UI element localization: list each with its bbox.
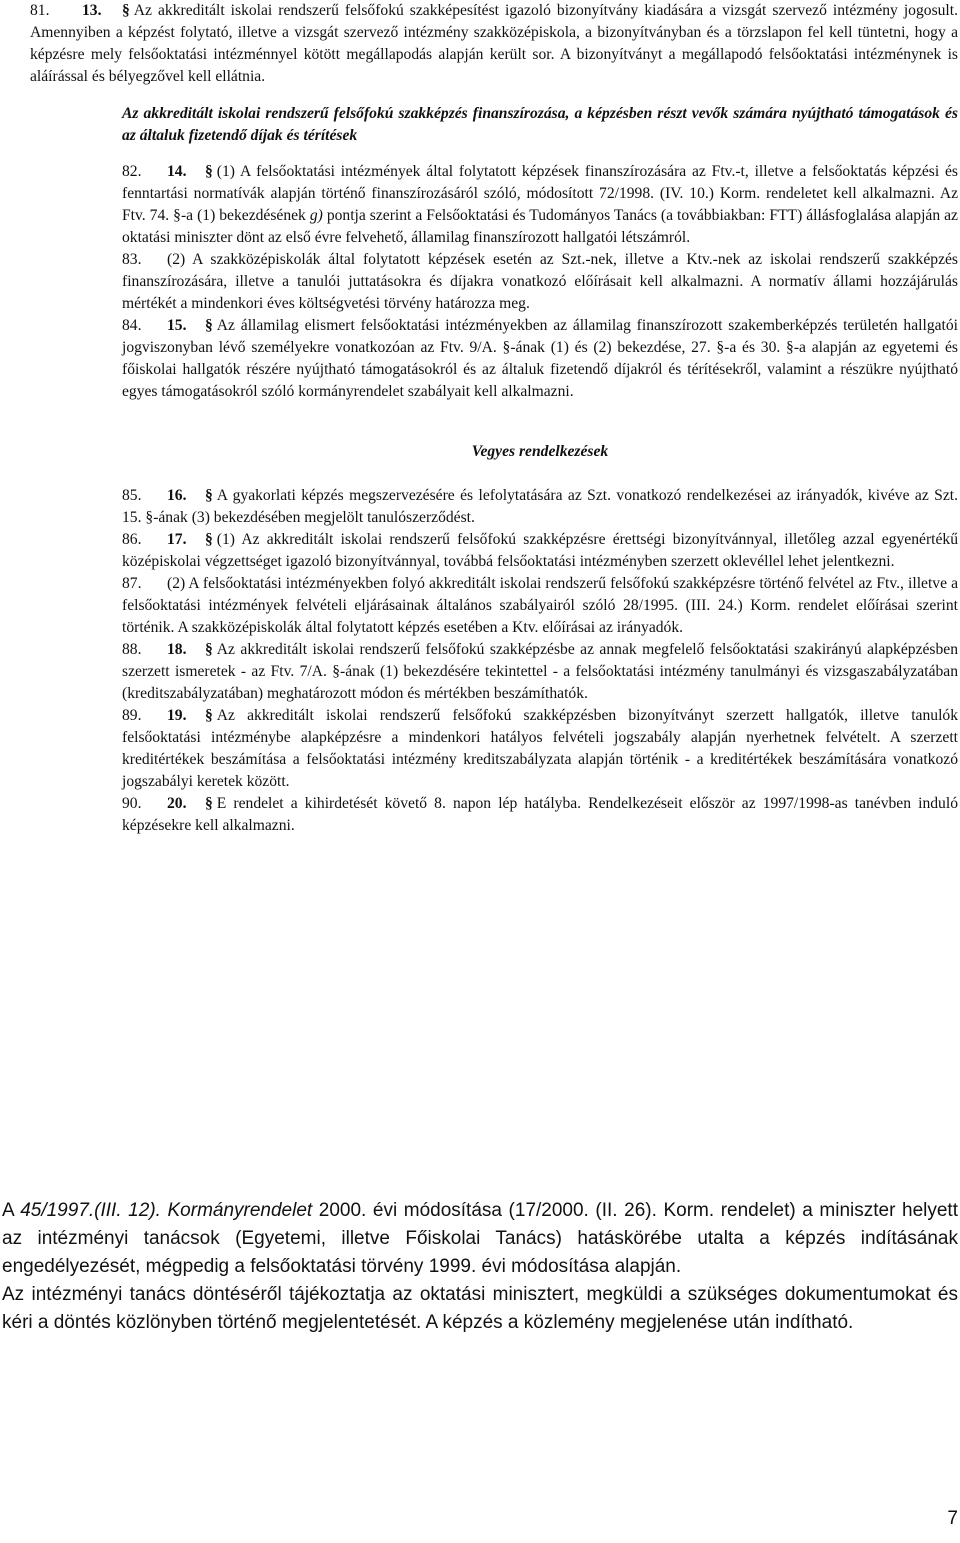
paragraph-text: Az akkreditált iskolai rendszerű felsőfokú szakképzésben bizonyítványt szerzett hallgatók, illetve tanulók felsőoktatási intézménybe alapképzésre a mindenkori hatályos felvételi jogszabály alapján nyerhetnek felvételt. A szerzett kreditértékek beszámítása a felsőoktatási intézmény kreditszabályzata alapján történik - a kreditértékek beszámítására vonatkozó jogszabályi keretek között.: [122, 707, 958, 790]
section-sign: §: [205, 317, 213, 334]
paragraph-81: [30, 0, 958, 88]
paragraph-text: (1) A felsőoktatási intézmények által folytatott képzések finanszírozására az Ftv.-t, illetve a felsőoktatás képzési és fenntartási normatívák alapján történő finanszírozásáról szóló, módosított 72/1998. (IV. 10.) Korm. rendeletet kell alkalmazni. Az Ftv. 74. §-a (1) bekezdésének: [122, 163, 958, 224]
paragraph-83: [122, 249, 958, 315]
page-number: 7: [947, 1508, 958, 1529]
section-sign: §: [205, 707, 213, 724]
paragraph-number: 87.: [122, 575, 142, 592]
article-number: 18.: [167, 641, 187, 658]
paragraph-text: (2) A szakközépiskolák által folytatott képzések esetén az Szt.-nek, illetve a Ktv.-nek az iskolai rendszerű szakképzés finanszírozására, illetve a tanulói juttatásokra és díjakra vonatkozó előírásait kell alkalmazni. A normatív állami hozzájárulás mértékét a mindenkori éves költségvetési törvény határozza meg.: [122, 251, 958, 312]
paragraph-text: Az akkreditált iskolai rendszerű felsőfokú szakképzésbe az annak megfelelő felsőoktatási szakirányú alapképzésben szerzett ismeretek - az Ftv. 7/A. §-ának (1) bekezdésére tekintettel - a felsőoktatási intézmény tanulmányi és vizsgaszabályzatában (kreditszabályzatában) meghatározott módon és mértékben beszámíthatók.: [122, 641, 958, 702]
paragraph-text: A gyakorlati képzés megszervezésére és lefolytatására az Szt. vonatkozó rendelkezései az irányadók, kivéve az Szt. 15. §-ának (3) bekezdésében megjelölt tanulószerződést.: [122, 487, 958, 526]
section-heading-financing: Az akkreditált iskolai rendszerű felsőfokú szakképzés finanszírozása, a képzésben részt vevők számára nyújtható támogatások és az általuk fizetendő díjak és térítések: [122, 105, 958, 144]
paragraph-text: E rendelet a kihirdetését követő 8. napon lép hatályba. Rendelkezéseit először az 1997/1998-as tanévben induló képzésekre kell alkalmazni.: [122, 795, 958, 834]
article-number: 17.: [167, 531, 187, 548]
section-sign: §: [205, 487, 213, 504]
paragraph-text-italic: g): [309, 207, 323, 224]
section-sign: §: [122, 2, 130, 19]
note-text-italic: 45/1997.(III. 12). Kormányrendelet: [20, 1200, 313, 1221]
paragraph-number: 89.: [122, 707, 142, 724]
paragraph-number: 84.: [122, 317, 142, 334]
article-number: 20.: [167, 795, 187, 812]
paragraph-82: [122, 161, 958, 249]
paragraph-89: [122, 705, 958, 793]
note-paragraph-1: [2, 1197, 958, 1281]
section-sign: §: [205, 795, 213, 812]
article-number: 13.: [82, 2, 102, 19]
article-number: 15.: [167, 317, 187, 334]
paragraph-text: (1) Az akkreditált iskolai rendszerű felsőfokú szakképzésre érettségi bizonyítvánnyal, illetőleg azzal egyenértékű középiskolai végzettséget igazoló bizonyítvánnyal, továbbá felsőoktatási intézményben szerzett oklevéllel lehet jelentkezni.: [122, 531, 958, 570]
paragraph-text: Az akkreditált iskolai rendszerű felsőfokú szakképesítést igazoló bizonyítvány kiadására a vizsgát szervező intézmény jogosult. Amennyiben a képzést folytató, illetve a vizsgát szervező intézmény szakközépiskola, a bizonyítványban és a törzslapon fel kell tüntetni, hogy a képzésre mely felsőoktatási intézménnyel kötött megállapodás alapján került sor. A bizonyítványt a megállapodó felsőoktatási intézménynek is aláírással és bélyegzővel kell ellátnia.: [30, 2, 958, 85]
section-sign: §: [205, 531, 213, 548]
paragraph-number: 83.: [122, 251, 142, 268]
amendment-notes: [2, 1197, 958, 1337]
paragraph-number: 82.: [122, 163, 142, 180]
article-number: 14.: [167, 163, 187, 180]
article-number: 16.: [167, 487, 187, 504]
paragraph-text: pontja szerint a Felsőoktatási és Tudományos Tanács (a továbbiakban: FTT) állásfoglalása alapján az oktatási miniszter dönt az első évre felvehető, államilag finanszírozott hallgatói létszámról.: [122, 207, 958, 246]
note-text: 2000. évi módosítása (17/2000. (II. 26). Korm. rendelet) a miniszter helyett az intézményi tanácsok (Egyetemi, illetve Főiskolai Tanács) hatáskörébe utalta a képzés indításának engedélyezését, mégpedig a felsőoktatási törvény 1999. évi módosítása alapján.: [2, 1200, 958, 1277]
note-text: A: [2, 1200, 21, 1221]
section-sign: §: [205, 163, 213, 180]
paragraph-84: [122, 315, 958, 403]
paragraph-text: (2) A felsőoktatási intézményekben folyó akkreditált iskolai rendszerű felsőfokú szakképzésre történő felvétel az Ftv., illetve a felsőoktatási intézmények felvételi eljárásainak általános szabályairól szóló 28/1995. (III. 24.) Korm. rendelet előírásai szerint történik. A szakközépiskolák által folytatott képzés esetében a Ktv. előírásai az irányadók.: [122, 575, 958, 636]
paragraph-86: [122, 529, 958, 573]
note-paragraph-2: Az intézményi tanács döntéséről tájékoztatja az oktatási minisztert, megküldi a szükséges dokumentumokat és kéri a döntés közlönyben történő megjelentetését. A képzés a közlemény megjelenése után indítható.: [2, 1284, 958, 1333]
section-heading-misc: Vegyes rendelkezések: [471, 443, 609, 460]
paragraph-text: Az államilag elismert felsőoktatási intézményekben az államilag finanszírozott szakemberképzés területén hallgatói jogviszonyban lévő személyekre vonatkozóan az Ftv. 9/A. §-ának (1) és (2) bekezdése, 27. §-a és 30. §-a alapján az egyetemi és főiskolai hallgatók részére nyújtható támogatásokról és az általuk fizetendő díjakról és térítésekről, valamint a részükre nyújtható egyes támogatásokról szóló kormányrendelet szabályait kell alkalmazni.: [122, 317, 958, 400]
paragraph-90: [122, 793, 958, 837]
paragraph-number: 88.: [122, 641, 142, 658]
paragraph-88: [122, 639, 958, 705]
document-body: [30, 0, 958, 837]
paragraph-number: 81.: [30, 2, 50, 19]
paragraph-number: 90.: [122, 795, 142, 812]
article-number: 19.: [167, 707, 187, 724]
paragraph-number: 85.: [122, 487, 142, 504]
paragraph-87: [122, 573, 958, 639]
paragraph-number: 86.: [122, 531, 142, 548]
paragraph-85: [122, 485, 958, 529]
section-sign: §: [205, 641, 213, 658]
